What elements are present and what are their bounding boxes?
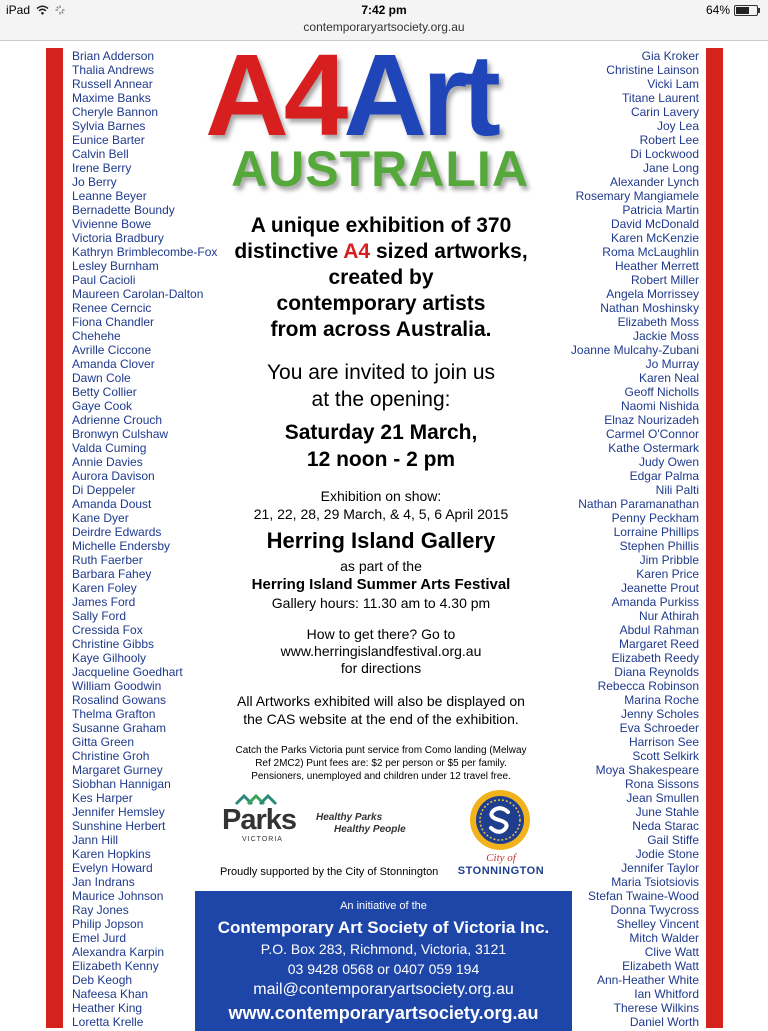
- artist-name: Karen Hopkins: [72, 847, 151, 861]
- artist-name: Michelle Endersby: [72, 539, 171, 553]
- left-red-border: [46, 48, 63, 1028]
- artist-name: David McDonald: [610, 217, 699, 231]
- artist-name: Annie Davies: [72, 455, 143, 469]
- artist-name: William Goodwin: [72, 679, 162, 693]
- artist-name: Geoff Nicholls: [624, 385, 699, 399]
- artist-name: Jim Pribble: [639, 553, 699, 567]
- artist-name: June Stahle: [635, 805, 699, 819]
- directions: [215, 626, 547, 677]
- stonnington-emblem-icon: [468, 788, 532, 852]
- healthy-parks-slogan: [316, 812, 406, 836]
- artist-name: Gaye Cook: [72, 399, 133, 413]
- note-line: the CAS website at the end of the exhibition.: [243, 711, 519, 727]
- artist-name: Alexander Lynch: [610, 175, 699, 189]
- exhibition-intro: [215, 213, 547, 343]
- title-art: Art: [343, 30, 496, 160]
- artist-name: Karen Price: [636, 567, 699, 581]
- artist-name: Rebecca Robinson: [597, 679, 699, 693]
- artist-list-left: [72, 49, 217, 1029]
- invite-line: You are invited to join us: [266, 361, 496, 384]
- intro-text: sized artworks,: [370, 240, 528, 263]
- artist-name: Christine Gibbs: [72, 637, 155, 651]
- artist-name: Robert Lee: [639, 133, 699, 147]
- artist-name: Elizabeth Watt: [622, 959, 699, 973]
- artist-name: Jo Murray: [645, 357, 699, 371]
- organisation-name: Contemporary Art Society of Victoria Inc.: [217, 918, 550, 937]
- artist-name: Gia Kroker: [641, 49, 699, 63]
- artist-name: Avrille Ciccone: [72, 343, 152, 357]
- time-line: 12 noon - 2 pm: [306, 448, 456, 471]
- artist-name: Cressida Fox: [72, 623, 143, 637]
- as-part-of: as part of the: [340, 558, 422, 574]
- artist-name: Dawn Cole: [72, 371, 131, 385]
- artist-name: Margaret Gurney: [72, 763, 163, 777]
- artist-name: Amanda Purkiss: [611, 595, 699, 609]
- postal-address: P.O. Box 283, Richmond, Victoria, 3121: [260, 941, 507, 957]
- artist-name: Karen Foley: [72, 581, 137, 595]
- status-right: [706, 3, 758, 17]
- festival-link[interactable]: www.herringislandfestival.org.au: [280, 643, 482, 659]
- parks-victoria-label: VICTORIA: [242, 836, 283, 843]
- artist-name: Kaye Gilhooly: [72, 651, 147, 665]
- sponsor-note: Proudly supported by the City of Stonnington: [220, 866, 439, 878]
- artist-name: Elizabeth Kenny: [72, 959, 159, 973]
- initiative-label: An initiative of the: [340, 900, 427, 912]
- punt-line: Catch the Parks Victoria punt service from Como landing (Melway: [235, 745, 527, 756]
- artist-name: Brian Adderson: [72, 49, 155, 63]
- artist-name: Gitta Green: [72, 735, 135, 749]
- intro-line: from across Australia.: [270, 318, 492, 341]
- artist-name: Donna Twycross: [610, 903, 699, 917]
- poster-page: [0, 30, 768, 1029]
- artist-name: Deb Keogh: [72, 973, 133, 987]
- battery-icon: [734, 5, 758, 16]
- intro-a4-highlight: A4: [343, 240, 371, 263]
- artist-name: Marina Roche: [624, 693, 699, 707]
- artist-name: Vicki Lam: [647, 77, 699, 91]
- artist-name: Moya Shakespeare: [595, 763, 699, 777]
- artist-name: Neda Starac: [632, 819, 699, 833]
- website-address[interactable]: www.contemporaryartsociety.org.au: [228, 1003, 539, 1023]
- artist-name: Elnaz Nourizadeh: [604, 413, 699, 427]
- address-bar-url[interactable]: contemporaryartsociety.org.au: [303, 20, 465, 34]
- artist-name: Jacqueline Goedhart: [72, 665, 183, 679]
- phone-numbers: 03 9428 0568 or 0407 059 194: [287, 961, 480, 977]
- intro-line: contemporary artists: [276, 292, 486, 315]
- artist-name: Thalia Andrews: [72, 63, 155, 77]
- artist-name: Adrienne Crouch: [72, 413, 163, 427]
- artist-name: Vivienne Bowe: [72, 217, 152, 231]
- artist-name: Jennifer Hemsley: [72, 805, 165, 819]
- sponsor-logos: [220, 786, 555, 886]
- note-line: All Artworks exhibited will also be displayed on: [237, 693, 525, 709]
- slogan-line: Healthy Parks: [316, 812, 383, 823]
- title-a4: A4: [205, 30, 344, 160]
- artist-name: Abdul Rahman: [619, 623, 699, 637]
- stonnington-city-of: City of: [486, 852, 516, 864]
- artist-name: Ray Jones: [72, 903, 129, 917]
- right-red-border: [706, 48, 723, 1028]
- artist-name: Aurora Davison: [72, 469, 155, 483]
- artist-name: Rosalind Gowans: [72, 693, 167, 707]
- gallery-hours: Gallery hours: 11.30 am to 4.30 pm: [271, 595, 491, 611]
- artist-name: Russell Annear: [72, 77, 153, 91]
- artist-name: Harrison See: [628, 735, 699, 749]
- artist-name: Evelyn Howard: [72, 861, 153, 875]
- artist-name: Di Lockwood: [630, 147, 699, 161]
- artist-name: Ruth Faerber: [72, 553, 143, 567]
- title-australia: AUSTRALIA: [231, 141, 529, 197]
- exhibition-dates: [215, 487, 547, 523]
- artist-name: Jann Hill: [72, 833, 119, 847]
- punt-info: [215, 744, 547, 783]
- artist-name: Patricia Martin: [622, 203, 699, 217]
- stonnington-name: STONNINGTON: [457, 865, 545, 877]
- show-heading: Exhibition on show:: [320, 488, 442, 504]
- artist-name: Clive Watt: [644, 945, 699, 959]
- artist-name: Alexandra Karpin: [72, 945, 165, 959]
- artist-name: Valda Cuming: [72, 441, 147, 455]
- artist-name: Jan Indrans: [72, 875, 135, 889]
- artist-name: Rosemary Mangiamele: [575, 189, 699, 203]
- artist-name: Heather King: [72, 1001, 143, 1015]
- invite-line: at the opening:: [311, 388, 451, 411]
- artist-name: Sylvia Barnes: [72, 119, 146, 133]
- artist-name: Thelma Grafton: [72, 707, 156, 721]
- artist-name: Irene Berry: [72, 161, 132, 175]
- artist-name: Sally Ford: [72, 609, 127, 623]
- artist-name: Bernadette Boundy: [72, 203, 175, 217]
- artist-name: Joy Lea: [656, 119, 699, 133]
- artist-name: Margaret Reed: [618, 637, 699, 651]
- artist-name: Joanne Mulcahy-Zubani: [570, 343, 699, 357]
- artist-name: Shelley Vincent: [616, 917, 699, 931]
- artist-name: Di Deppeler: [72, 483, 136, 497]
- artist-name: Elizabeth Reedy: [611, 651, 699, 665]
- artist-name: Kathryn Brimblecombe-Fox: [72, 245, 218, 259]
- artist-name: Sunshine Herbert: [72, 819, 166, 833]
- artist-name: Philip Jopson: [72, 917, 144, 931]
- artist-name: Nathan Moshinsky: [600, 301, 699, 315]
- artist-name: Betty Collier: [72, 385, 137, 399]
- artist-name: Ann-Heather White: [596, 973, 699, 987]
- artist-name: Daniel Worth: [629, 1015, 699, 1029]
- artist-name: Rona Sissons: [624, 777, 699, 791]
- artist-name: Maureen Carolan-Dalton: [72, 287, 204, 301]
- status-time: 7:42 pm: [361, 3, 407, 17]
- artist-name: Renee Cerncic: [72, 301, 152, 315]
- artist-name: Cheryle Bannon: [72, 105, 159, 119]
- artist-name: Deirdre Edwards: [72, 525, 162, 539]
- artist-name: Gail Stiffe: [647, 833, 699, 847]
- website-note: [215, 692, 547, 728]
- artist-name: Victoria Bradbury: [72, 231, 164, 245]
- artist-name: Edgar Palma: [629, 469, 699, 483]
- artist-name: Naomi Nishida: [620, 399, 699, 413]
- artist-name: Nili Palti: [655, 483, 699, 497]
- artist-name: Lesley Burnham: [72, 259, 159, 273]
- artist-name: Eva Schroeder: [619, 721, 699, 735]
- artist-name: Karen Neal: [638, 371, 699, 385]
- artist-name: Jane Long: [642, 161, 699, 175]
- artist-name: Carin Lavery: [630, 105, 699, 119]
- punt-line: Ref 2MC2) Punt fees are: $2 per person or $5 per family.: [255, 758, 507, 769]
- artist-name: Susanne Graham: [72, 721, 167, 735]
- artist-name: Chehehe: [72, 329, 121, 343]
- artist-name: Scott Selkirk: [632, 749, 699, 763]
- intro-line: [215, 239, 547, 265]
- parks-wordmark: Parks: [222, 804, 297, 836]
- artist-name: Lorraine Phillips: [613, 525, 699, 539]
- artist-name: Robert Miller: [630, 273, 699, 287]
- artist-name: Calvin Bell: [72, 147, 129, 161]
- artist-name: Penny Peckham: [611, 511, 699, 525]
- artist-name: Christine Groh: [72, 749, 150, 763]
- artist-name: Therese Wilkins: [613, 1001, 699, 1015]
- artist-name: Siobhan Hannigan: [72, 777, 171, 791]
- artist-name: Heather Merrett: [614, 259, 699, 273]
- artist-name: Judy Owen: [638, 455, 699, 469]
- artist-name: Jo Berry: [72, 175, 117, 189]
- artist-name: Carmel O'Connor: [606, 427, 699, 441]
- artist-name: Christine Lainson: [606, 63, 699, 77]
- device-label: iPad: [6, 3, 31, 17]
- artist-name: Bronwyn Culshaw: [72, 427, 169, 441]
- artist-name: Barbara Fahey: [72, 567, 152, 581]
- opening-date: [215, 419, 547, 473]
- artist-name: Stephen Phillis: [619, 539, 699, 553]
- intro-line: created by: [328, 266, 434, 289]
- gallery-name: Herring Island Gallery: [266, 528, 496, 553]
- intro-text: distinctive: [234, 240, 344, 263]
- artist-name: Loretta Krelle: [72, 1015, 144, 1029]
- punt-line: Pensioners, unemployed and children under 12 travel free.: [251, 771, 511, 782]
- intro-line: A unique exhibition of 370: [250, 214, 512, 237]
- artist-name: Maurice Johnson: [72, 889, 164, 903]
- festival-name: Herring Island Summer Arts Festival: [251, 576, 511, 593]
- cas-contact-box: [195, 891, 572, 1031]
- artist-name: Nur Athirah: [638, 609, 699, 623]
- battery-percent: 64%: [705, 3, 730, 17]
- artist-name: Fiona Chandler: [72, 315, 155, 329]
- artist-name: Maria Tsiotsiovis: [611, 875, 699, 889]
- directions-line: for directions: [340, 660, 422, 676]
- directions-line: How to get there? Go to: [306, 626, 456, 642]
- artist-name: Kane Dyer: [72, 511, 129, 525]
- artist-name: Emel Jurd: [72, 931, 127, 945]
- artist-name: Stefan Twaine-Wood: [588, 889, 699, 903]
- artist-name: Jenny Scholes: [620, 707, 699, 721]
- artist-name: Jodie Stone: [635, 847, 699, 861]
- artist-name: Mitch Walder: [629, 931, 699, 945]
- artist-name: Jean Smullen: [626, 791, 699, 805]
- show-dates: 21, 22, 28, 29 March, & 4, 5, 6 April 2015: [253, 506, 509, 522]
- artist-name: Jackie Moss: [632, 329, 699, 343]
- artist-name: Roma McLaughlin: [602, 245, 699, 259]
- artist-name: Diana Reynolds: [614, 665, 699, 679]
- artist-name: Ian Whitford: [634, 987, 699, 1001]
- artist-name: Elizabeth Moss: [617, 315, 699, 329]
- artist-name: Amanda Clover: [72, 357, 155, 371]
- artist-name: Kathe Ostermark: [608, 441, 699, 455]
- artist-name: Karen McKenzie: [610, 231, 699, 245]
- email-address[interactable]: mail@contemporaryartsociety.org.au: [253, 981, 514, 998]
- artist-name: Jennifer Taylor: [621, 861, 699, 875]
- artist-name: James Ford: [72, 595, 136, 609]
- artist-name: Amanda Doust: [72, 497, 152, 511]
- artist-name: Titane Laurent: [622, 91, 699, 105]
- artist-name: Eunice Barter: [72, 133, 145, 147]
- artist-name: Nathan Paramanathan: [578, 497, 699, 511]
- poster-title: [205, 30, 565, 160]
- slogan-line: Healthy People: [334, 824, 406, 835]
- artist-name: Jeanette Prout: [620, 581, 699, 595]
- date-line: Saturday 21 March,: [284, 421, 478, 444]
- artist-name: Paul Cacioli: [72, 273, 136, 287]
- artist-list-right: [571, 49, 699, 1029]
- artist-name: Leanne Beyer: [72, 189, 147, 203]
- artist-name: Kes Harper: [72, 791, 133, 805]
- artist-name: Maxime Banks: [72, 91, 151, 105]
- invitation: [215, 359, 547, 413]
- artist-name: Nafeesa Khan: [72, 987, 149, 1001]
- artist-name: Angela Morrissey: [606, 287, 699, 301]
